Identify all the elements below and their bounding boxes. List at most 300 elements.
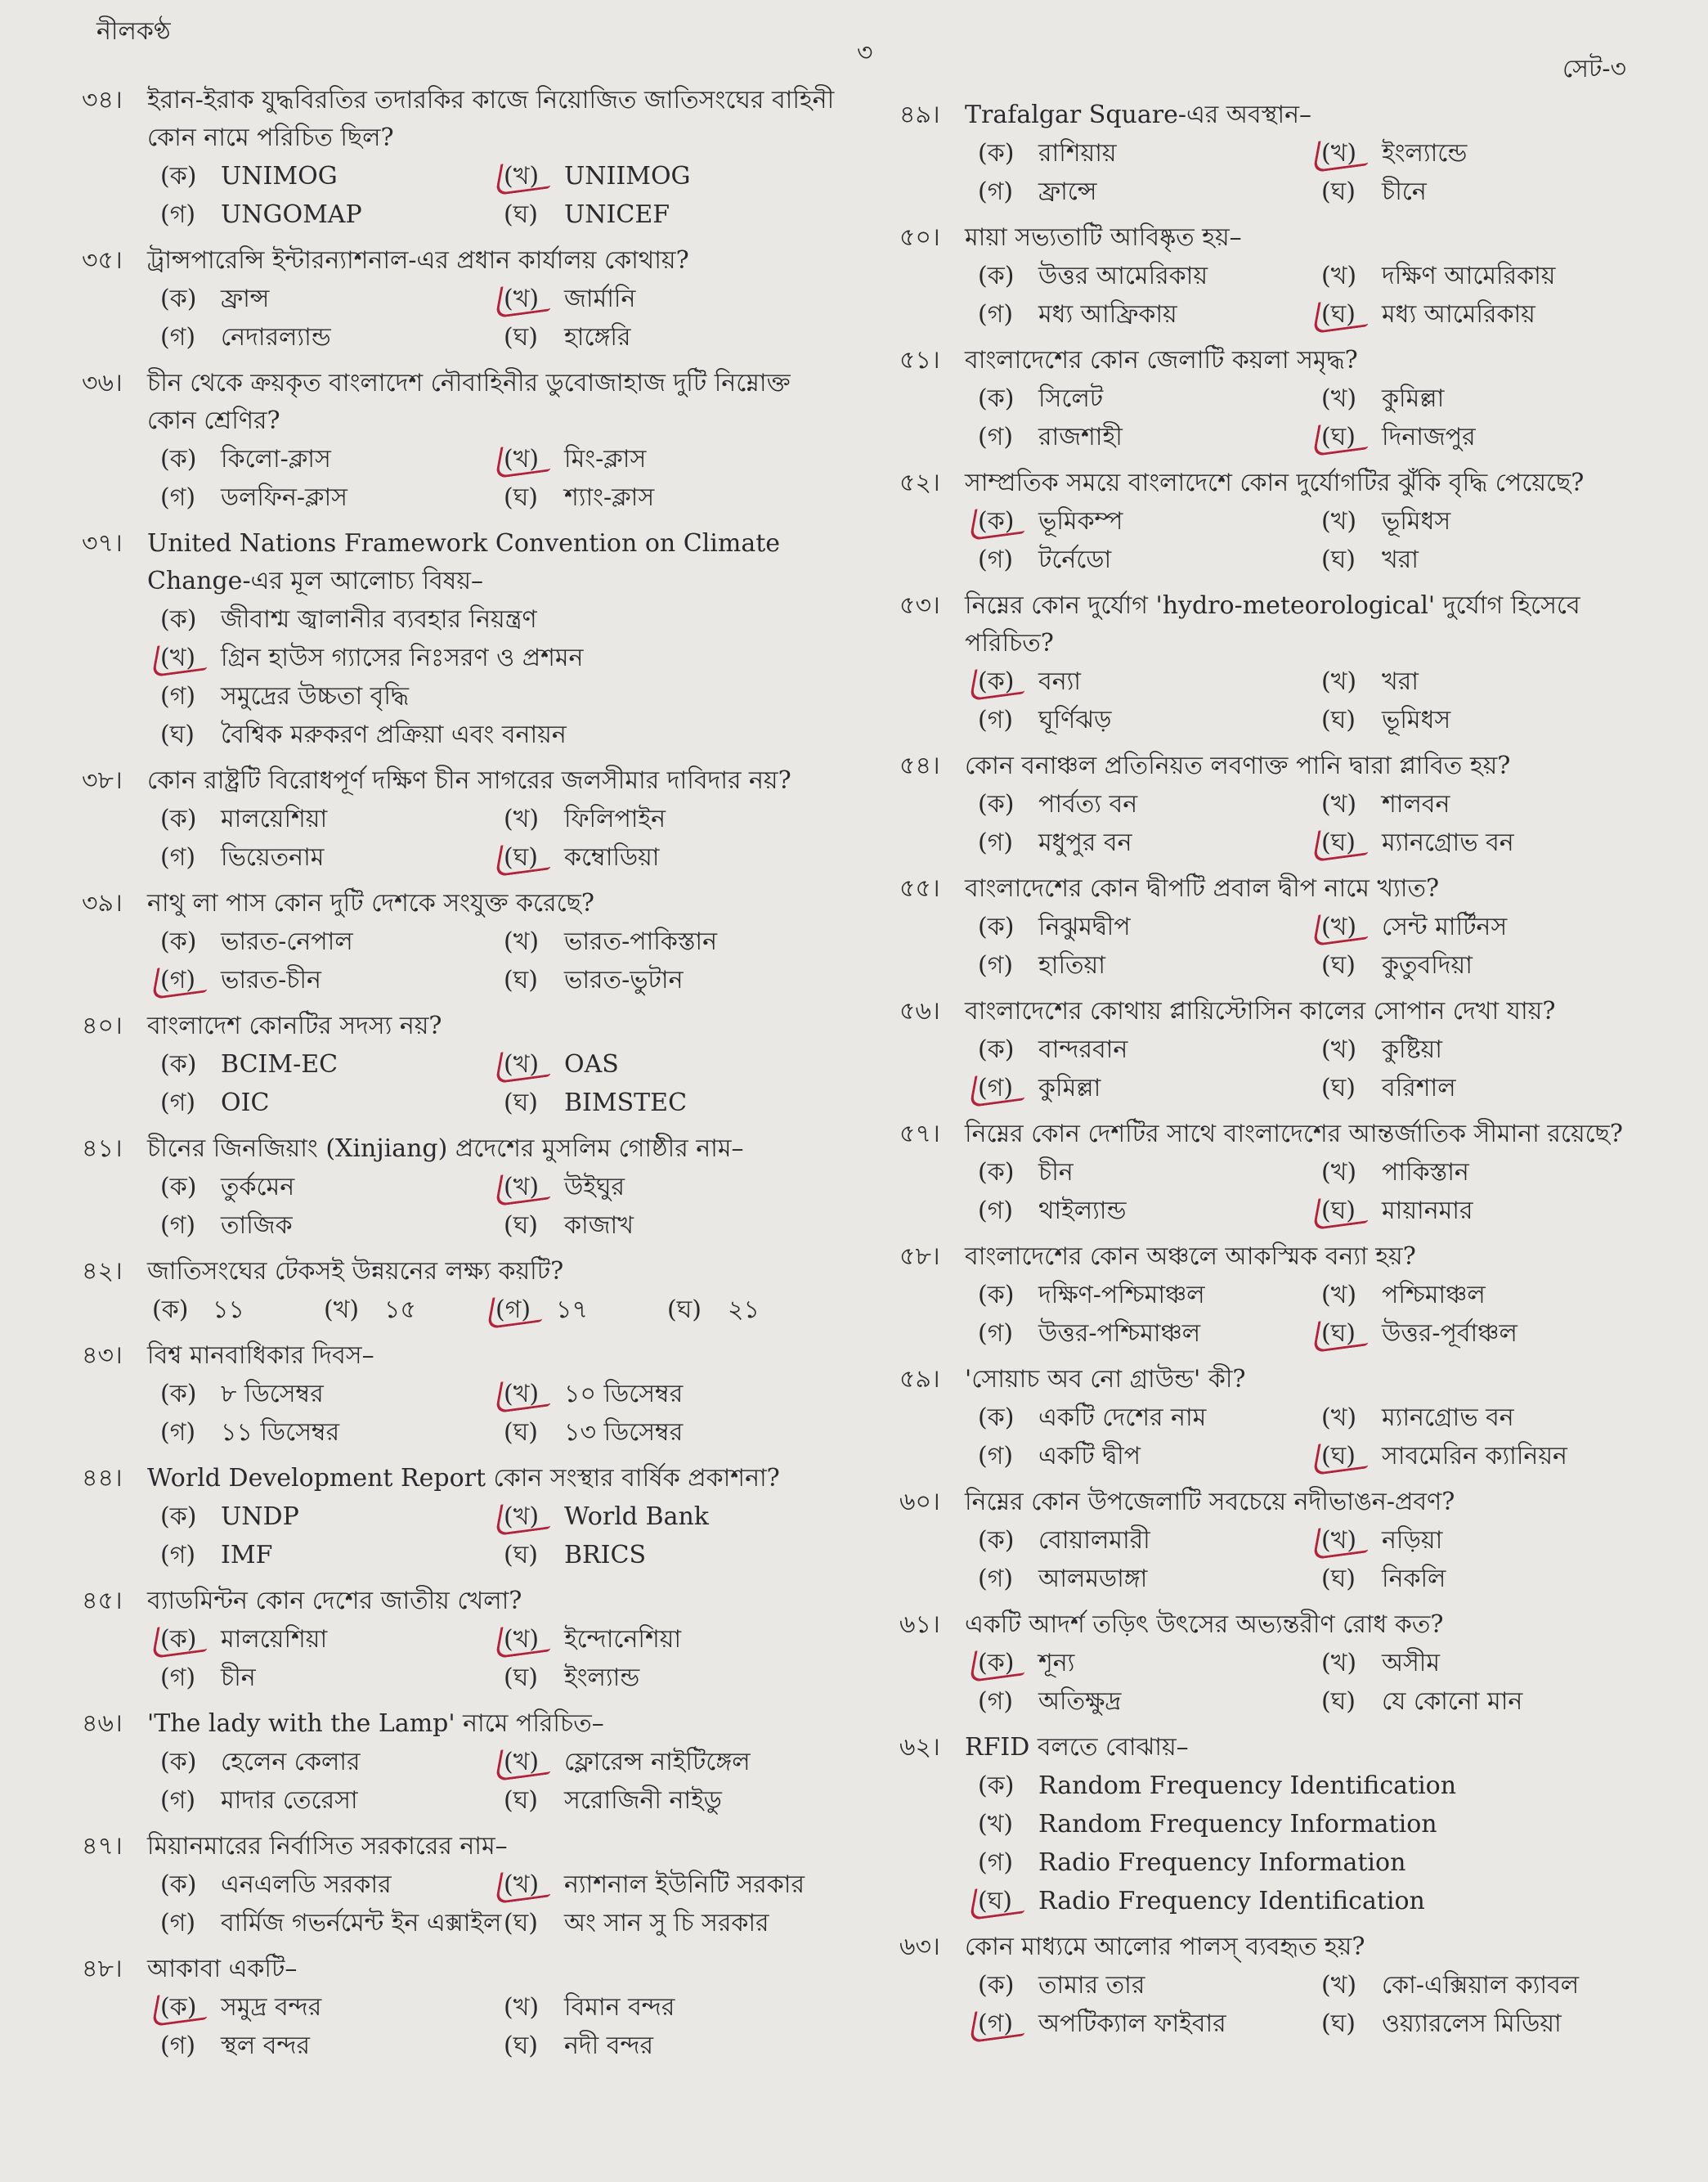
option-text: World Bank xyxy=(564,1502,709,1531)
question-text: বিশ্ব মানবাধিকার দিবস– xyxy=(147,1341,374,1370)
answer-option xyxy=(978,908,1321,946)
option-marker: (গ) xyxy=(160,843,196,872)
answer-option xyxy=(495,1291,667,1329)
question-text: কোন বনাঞ্চল প্রতিনিয়ত লবণাক্ত পানি দ্বারা প্লাবিত হয়? xyxy=(965,752,1511,780)
answer-option xyxy=(978,541,1321,579)
option-marker: (ঘ) xyxy=(504,200,538,229)
options xyxy=(82,1743,842,1820)
question xyxy=(899,1928,1660,2043)
question xyxy=(82,82,842,234)
option-marker: (ঘ) xyxy=(504,323,538,352)
option-text: পশ্চিমাঞ্চল xyxy=(1382,1281,1486,1309)
answer-option xyxy=(504,2027,847,2065)
answer-option xyxy=(504,1781,847,1820)
option-text: ভারত-চীন xyxy=(221,966,321,994)
option-marker: (ঘ) xyxy=(504,843,538,872)
option-marker: (ঘ) xyxy=(504,1909,538,1937)
question xyxy=(82,1951,842,2065)
option-marker: (খ) xyxy=(504,1380,540,1408)
option-marker: (খ) xyxy=(1321,913,1357,941)
options xyxy=(899,1644,1660,1721)
option-marker: (গ) xyxy=(978,1197,1014,1225)
option-text: Random Frequency Information xyxy=(1038,1810,1437,1839)
question xyxy=(82,1337,842,1452)
option-text: ফ্রান্সে xyxy=(1038,177,1097,206)
option-text: যে কোনো মান xyxy=(1382,1687,1523,1716)
option-marker: (খ) xyxy=(1321,1649,1357,1677)
option-text: কুষ্টিয়া xyxy=(1382,1035,1442,1064)
answer-option xyxy=(1321,701,1665,739)
question-text: বাংলাদেশের কোথায় প্লায়িস্টোসিন কালের সোপান দেখা যায়? xyxy=(965,997,1556,1026)
options xyxy=(82,600,842,754)
answer-option xyxy=(160,1904,504,1942)
option-marker: (গ) xyxy=(495,1295,531,1324)
option-text: ৮ ডিসেম্বর xyxy=(221,1380,324,1408)
page-number: ৩ xyxy=(857,38,873,67)
option-text: বৈশ্বিক মরুকরণ প্রক্রিয়া এবং বনায়ন xyxy=(221,721,567,749)
option-text: এনএলডি সরকার xyxy=(221,1870,392,1899)
option-text: সাবমেরিন ক্যানিয়ন xyxy=(1382,1442,1567,1470)
answer-option xyxy=(160,639,842,677)
option-text: তামার তার xyxy=(1038,1971,1145,2000)
option-text: UNDP xyxy=(221,1502,299,1531)
option-marker: (ক) xyxy=(160,1993,197,2022)
option-text: UNIMOG xyxy=(221,162,338,191)
option-text: সমুদ্রের উচ্চতা বৃদ্ধি xyxy=(221,682,409,711)
answer-option xyxy=(667,1291,839,1329)
answer-option xyxy=(978,824,1321,862)
option-marker: (গ) xyxy=(160,200,196,229)
option-text: সরোজিনী নাইডু xyxy=(564,1786,722,1815)
question-text: মিয়ানমারের নির্বাসিত সরকারের নাম– xyxy=(147,1832,508,1861)
question-number: ৪৮। xyxy=(82,1955,123,1983)
question xyxy=(82,762,842,877)
option-text: বার্মিজ গভর্নমেন্ট ইন এক্সাইল xyxy=(221,1909,502,1937)
question-number: ৩৯। xyxy=(82,889,123,918)
option-text: ১১ xyxy=(213,1295,244,1324)
option-text: ফিলিপাইন xyxy=(564,805,666,833)
option-marker: (ক) xyxy=(978,667,1015,696)
question xyxy=(82,1705,842,1820)
question xyxy=(899,342,1660,456)
option-marker: (খ) xyxy=(1321,1403,1357,1432)
question-number: ৫৫। xyxy=(899,874,940,903)
answer-option xyxy=(160,1781,504,1820)
option-text: ভারত-ভুটান xyxy=(564,966,684,994)
option-text: UNGOMAP xyxy=(221,200,362,229)
question-number: ৫১। xyxy=(899,346,940,375)
answer-option xyxy=(504,318,847,357)
answer-option xyxy=(978,1069,1321,1107)
option-marker: (ক) xyxy=(160,1625,197,1654)
options xyxy=(899,1521,1660,1598)
option-text: ১১ ডিসেম্বর xyxy=(221,1418,340,1447)
answer-option xyxy=(978,379,1321,418)
option-marker: (ক) xyxy=(160,445,197,474)
option-text: কো-এক্সিয়াল ক্যাবল xyxy=(1382,1971,1580,2000)
answer-option xyxy=(504,838,847,877)
option-marker: (ঘ) xyxy=(667,1295,702,1324)
option-marker: (গ) xyxy=(978,423,1014,451)
option-marker: (ঘ) xyxy=(1321,1442,1356,1470)
option-marker: (ঘ) xyxy=(504,1541,538,1569)
options xyxy=(82,1497,842,1574)
options xyxy=(82,1168,842,1245)
option-text: অপটিক্যাল ফাইবার xyxy=(1038,2009,1226,2038)
option-text: ঘূর্ণিঝড় xyxy=(1038,706,1112,734)
option-marker: (খ) xyxy=(1321,384,1357,413)
option-marker: (ক) xyxy=(160,805,197,833)
option-marker: (গ) xyxy=(978,1319,1014,1348)
answer-option xyxy=(504,1865,847,1904)
answer-option xyxy=(504,157,847,195)
option-text: একটি দেশের নাম xyxy=(1038,1403,1207,1432)
question-number: ৬১। xyxy=(899,1610,940,1639)
option-text: জীবাশ্ম জ্বালানীর ব্যবহার নিয়ন্ত্রণ xyxy=(221,605,537,634)
option-marker: (খ) xyxy=(1321,1526,1357,1555)
option-text: অং সান সু চি সরকার xyxy=(564,1909,769,1937)
options xyxy=(82,1865,842,1942)
question xyxy=(82,242,842,357)
option-marker: (খ) xyxy=(1321,507,1357,536)
answer-option xyxy=(160,1497,504,1536)
option-marker: (ক) xyxy=(978,1771,1015,1800)
answer-option xyxy=(1321,134,1665,173)
option-marker: (ঘ) xyxy=(1321,177,1356,206)
question xyxy=(82,365,842,517)
option-text: ভিয়েতনাম xyxy=(221,843,325,872)
header-left: নীলকণ্ঠ xyxy=(96,17,171,46)
answer-option xyxy=(1321,824,1665,862)
option-text: সেন্ট মার্টিনস xyxy=(1382,913,1508,941)
option-text: মধুপুর বন xyxy=(1038,828,1132,857)
answer-option xyxy=(160,800,504,838)
question-number: ৪৫। xyxy=(82,1587,123,1615)
answer-option xyxy=(504,1988,847,2027)
option-marker: (খ) xyxy=(1321,262,1357,290)
answer-option xyxy=(160,478,504,517)
option-marker: (ঘ) xyxy=(1321,546,1356,574)
answer-option xyxy=(1321,379,1665,418)
option-marker: (খ) xyxy=(504,1870,540,1899)
answer-option xyxy=(978,1882,1660,1920)
option-marker: (খ) xyxy=(504,1625,540,1654)
answer-option xyxy=(978,1153,1321,1192)
option-marker: (ক) xyxy=(978,790,1015,819)
option-text: জার্মানি xyxy=(564,285,636,313)
answer-option xyxy=(978,785,1321,824)
option-text: ১৫ xyxy=(384,1295,416,1324)
answer-option xyxy=(1321,541,1665,579)
option-marker: (গ) xyxy=(978,951,1014,980)
question xyxy=(899,993,1660,1107)
question xyxy=(899,1729,1660,1920)
option-marker: (খ) xyxy=(504,1748,540,1776)
answer-option xyxy=(978,1560,1321,1598)
answer-option xyxy=(978,1030,1321,1069)
question xyxy=(899,219,1660,334)
answer-option xyxy=(978,1437,1321,1475)
option-marker: (ঘ) xyxy=(504,1663,538,1692)
answer-option xyxy=(1321,1314,1665,1353)
option-text: মালয়েশিয়া xyxy=(221,805,328,833)
option-marker: (ঘ) xyxy=(1321,1074,1356,1102)
answer-option xyxy=(1321,502,1665,541)
option-text: পাকিস্তান xyxy=(1382,1158,1469,1187)
question-text: কোন মাধ্যমে আলোর পালস্ ব্যবহৃত হয়? xyxy=(965,1933,1365,1961)
question xyxy=(899,1238,1660,1353)
question-number: ৪২। xyxy=(82,1257,123,1286)
question-text: চীনের জিনজিয়াং (Xinjiang) প্রদেশের মুসলিম গোষ্ঠীর নাম– xyxy=(147,1134,744,1163)
option-marker: (খ) xyxy=(1321,1971,1357,2000)
answer-option xyxy=(160,1084,504,1122)
option-text: IMF xyxy=(221,1541,273,1569)
right-column xyxy=(899,97,1660,2051)
question-number: ৪১। xyxy=(82,1134,123,1163)
option-marker: (ঘ) xyxy=(1321,828,1356,857)
answer-option xyxy=(1321,1153,1665,1192)
question-text: কোন রাষ্ট্রটি বিরোধপূর্ণ দক্ষিণ চীন সাগরের জলসীমার দাবিদার নয়? xyxy=(147,766,791,795)
option-marker: (ক) xyxy=(160,1050,197,1079)
option-marker: (গ) xyxy=(978,1442,1014,1470)
question-number: ৪৭। xyxy=(82,1832,123,1861)
answer-option xyxy=(1321,1644,1665,1682)
option-text: উত্তর আমেরিকায় xyxy=(1038,262,1208,290)
answer-option xyxy=(160,961,504,999)
question xyxy=(899,465,1660,579)
options xyxy=(899,785,1660,862)
option-marker: (খ) xyxy=(1321,1158,1357,1187)
answer-option xyxy=(1321,2005,1665,2043)
option-marker: (খ) xyxy=(504,285,540,313)
option-marker: (ঘ) xyxy=(1321,1197,1356,1225)
option-marker: (ক) xyxy=(978,1526,1015,1555)
answer-option xyxy=(504,440,847,478)
option-marker: (গ) xyxy=(978,706,1014,734)
option-marker: (খ) xyxy=(504,805,540,833)
option-marker: (খ) xyxy=(504,162,540,191)
option-text: দিনাজপুর xyxy=(1382,423,1476,451)
answer-option xyxy=(504,1168,847,1206)
question-number: ৬০। xyxy=(899,1488,940,1516)
option-marker: (গ) xyxy=(160,966,196,994)
option-text: উইঘুর xyxy=(564,1173,625,1201)
option-text: ১০ ডিসেম্বর xyxy=(564,1380,684,1408)
answer-option xyxy=(152,1291,324,1329)
option-text: ইংল্যান্ডে xyxy=(1382,139,1468,168)
answer-option xyxy=(504,478,847,517)
answer-option xyxy=(504,1659,847,1697)
option-marker: (ঘ) xyxy=(504,2032,538,2060)
option-marker: (খ) xyxy=(504,445,540,474)
option-text: একটি দ্বীপ xyxy=(1038,1442,1141,1470)
options xyxy=(899,1399,1660,1475)
answer-option xyxy=(160,195,504,234)
options xyxy=(82,1375,842,1452)
option-text: বিমান বন্দর xyxy=(564,1993,675,2022)
option-text: হাঙ্গেরি xyxy=(564,323,631,352)
question-number: ৫৭। xyxy=(899,1120,940,1148)
option-marker: (খ) xyxy=(504,1993,540,2022)
option-marker: (ঘ) xyxy=(504,483,538,512)
option-text: রাজশাহী xyxy=(1038,423,1123,451)
question-text: মায়া সভ্যতাটি আবিষ্কৃত হয়– xyxy=(965,223,1242,252)
answer-option xyxy=(160,1206,504,1245)
answer-option xyxy=(160,280,504,318)
option-text: শ্যাং-ক্লাস xyxy=(564,483,655,512)
question-number: ৫০। xyxy=(899,223,940,252)
option-marker: (ক) xyxy=(978,913,1015,941)
option-marker: (ঘ) xyxy=(1321,1565,1356,1593)
question-text: ব্যাডমিন্টন কোন দেশের জাতীয় খেলা? xyxy=(147,1587,522,1615)
option-text: নেদারল্যান্ড xyxy=(221,323,331,352)
option-marker: (গ) xyxy=(160,1089,196,1117)
answer-option xyxy=(160,440,504,478)
option-marker: (ঘ) xyxy=(1321,706,1356,734)
question-text: বাংলাদেশের কোন জেলাটি কয়লা সমৃদ্ধ? xyxy=(965,346,1358,375)
option-marker: (ঘ) xyxy=(1321,1319,1356,1348)
option-marker: (ঘ) xyxy=(1321,300,1356,329)
question xyxy=(82,525,842,754)
answer-option xyxy=(504,1084,847,1122)
answer-option xyxy=(504,195,847,234)
answer-option xyxy=(504,1206,847,1245)
option-text: ভূমিকম্প xyxy=(1038,507,1123,536)
question xyxy=(899,1116,1660,1230)
question-text: নিম্নের কোন দুর্যোগ 'hydro-meteorological' দুর্যোগ হিসেবে পরিচিত? xyxy=(965,591,1580,658)
answer-option xyxy=(1321,1399,1665,1437)
option-text: উত্তর-পূর্বাঞ্চল xyxy=(1382,1319,1517,1348)
option-marker: (খ) xyxy=(504,1502,540,1531)
option-marker: (ক) xyxy=(160,1502,197,1531)
answer-option xyxy=(978,1843,1660,1882)
option-marker: (ঘ) xyxy=(1321,1687,1356,1716)
answer-option xyxy=(504,800,847,838)
options xyxy=(82,1988,842,2065)
option-text: মিং-ক্লাস xyxy=(564,445,647,474)
option-text: ১৭ xyxy=(556,1295,588,1324)
option-text: ১৩ ডিসেম্বর xyxy=(564,1418,684,1447)
option-marker: (ক) xyxy=(160,1870,197,1899)
option-text: মায়ানমার xyxy=(1382,1197,1473,1225)
option-marker: (খ) xyxy=(504,927,540,956)
left-column xyxy=(82,82,842,2073)
answer-option xyxy=(160,838,504,877)
option-text: রাশিয়ায় xyxy=(1038,139,1117,168)
answer-option xyxy=(1321,295,1665,334)
answer-option xyxy=(160,1168,504,1206)
option-marker: (গ) xyxy=(978,1848,1014,1877)
options xyxy=(899,1276,1660,1353)
option-marker: (ক) xyxy=(978,1649,1015,1677)
question-number: ৫২। xyxy=(899,469,940,497)
answer-option xyxy=(1321,1437,1665,1475)
question-text: বাংলাদেশ কোনটির সদস্য নয়? xyxy=(147,1012,442,1040)
option-marker: (ক) xyxy=(978,507,1015,536)
option-text: তুর্কমেন xyxy=(221,1173,295,1201)
question-text: বাংলাদেশের কোন দ্বীপটি প্রবাল দ্বীপ নামে খ্যাত? xyxy=(965,874,1440,903)
option-marker: (ক) xyxy=(160,1173,197,1201)
option-marker: (ঘ) xyxy=(1321,951,1356,980)
question xyxy=(82,1460,842,1574)
question-text: ট্রান্সপারেন্সি ইন্টারন্যাশনাল-এর প্রধান কার্যালয় কোথায়? xyxy=(147,246,689,275)
answer-option xyxy=(504,1375,847,1413)
options xyxy=(899,662,1660,739)
option-text: ওয়্যারলেস মিডিয়া xyxy=(1382,2009,1562,2038)
options xyxy=(82,157,842,234)
question-text: আকাবা একটি– xyxy=(147,1955,298,1983)
answer-option xyxy=(1321,1966,1665,2005)
answer-option xyxy=(160,1743,504,1781)
option-marker: (খ) xyxy=(1321,1035,1357,1064)
option-marker: (খ) xyxy=(1321,139,1357,168)
option-marker: (ক) xyxy=(978,139,1015,168)
answer-option xyxy=(504,1497,847,1536)
question-text: 'The lady with the Lamp' নামে পরিচিত– xyxy=(147,1709,604,1738)
answer-option xyxy=(1321,1560,1665,1598)
question xyxy=(899,97,1660,211)
option-text: থাইল্যান্ড xyxy=(1038,1197,1127,1225)
answer-option xyxy=(978,1805,1660,1843)
option-text: Radio Frequency Information xyxy=(1038,1848,1406,1877)
answer-option xyxy=(978,662,1321,701)
answer-option xyxy=(978,1767,1660,1805)
options xyxy=(82,440,842,517)
option-text: মধ্য আফ্রিকায় xyxy=(1038,300,1177,329)
option-marker: (গ) xyxy=(978,546,1014,574)
question-text: নাথু লা পাস কোন দুটি দেশকে সংযুক্ত করেছে? xyxy=(147,889,594,918)
option-text: কুতুবদিয়া xyxy=(1382,951,1473,980)
option-text: ম্যানগ্রোভ বন xyxy=(1382,828,1514,857)
option-marker: (ঘ) xyxy=(504,1089,538,1117)
option-text: উত্তর-পশ্চিমাঞ্চল xyxy=(1038,1319,1201,1348)
question-text: বাংলাদেশের কোন অঞ্চলে আকস্মিক বন্যা হয়? xyxy=(965,1242,1416,1271)
answer-option xyxy=(504,1413,847,1452)
option-marker: (খ) xyxy=(1321,1281,1357,1309)
answer-option xyxy=(504,1620,847,1659)
option-marker: (গ) xyxy=(160,1909,196,1937)
answer-option xyxy=(978,418,1321,456)
option-text: UNIIMOG xyxy=(564,162,691,191)
option-text: BIMSTEC xyxy=(564,1089,688,1117)
option-marker: (ক) xyxy=(160,927,197,956)
options xyxy=(82,1291,842,1329)
option-text: চীন xyxy=(221,1663,256,1692)
answer-option xyxy=(978,134,1321,173)
option-marker: (গ) xyxy=(160,483,196,512)
question-number: ৪৩। xyxy=(82,1341,123,1370)
answer-option xyxy=(504,1743,847,1781)
question xyxy=(82,1130,842,1245)
option-marker: (গ) xyxy=(160,1541,196,1569)
answer-option xyxy=(978,1276,1321,1314)
option-marker: (ঘ) xyxy=(504,1786,538,1815)
option-text: চীনে xyxy=(1382,177,1427,206)
option-marker: (গ) xyxy=(160,682,196,711)
option-text: নদী বন্দর xyxy=(564,2032,654,2060)
option-text: কুমিল্লা xyxy=(1382,384,1445,413)
option-text: ইন্দোনেশিয়া xyxy=(564,1625,682,1654)
answer-option xyxy=(978,1966,1321,2005)
question-text: RFID বলতে বোঝায়– xyxy=(965,1733,1189,1762)
answer-option xyxy=(160,923,504,961)
answer-option xyxy=(160,1659,504,1697)
option-text: ফ্রান্স xyxy=(221,285,270,313)
options xyxy=(82,800,842,877)
question-text: নিম্নের কোন উপজেলাটি সবচেয়ে নদীভাঙন-প্রবণ? xyxy=(965,1488,1455,1516)
answer-option xyxy=(978,1192,1321,1230)
question xyxy=(82,885,842,999)
